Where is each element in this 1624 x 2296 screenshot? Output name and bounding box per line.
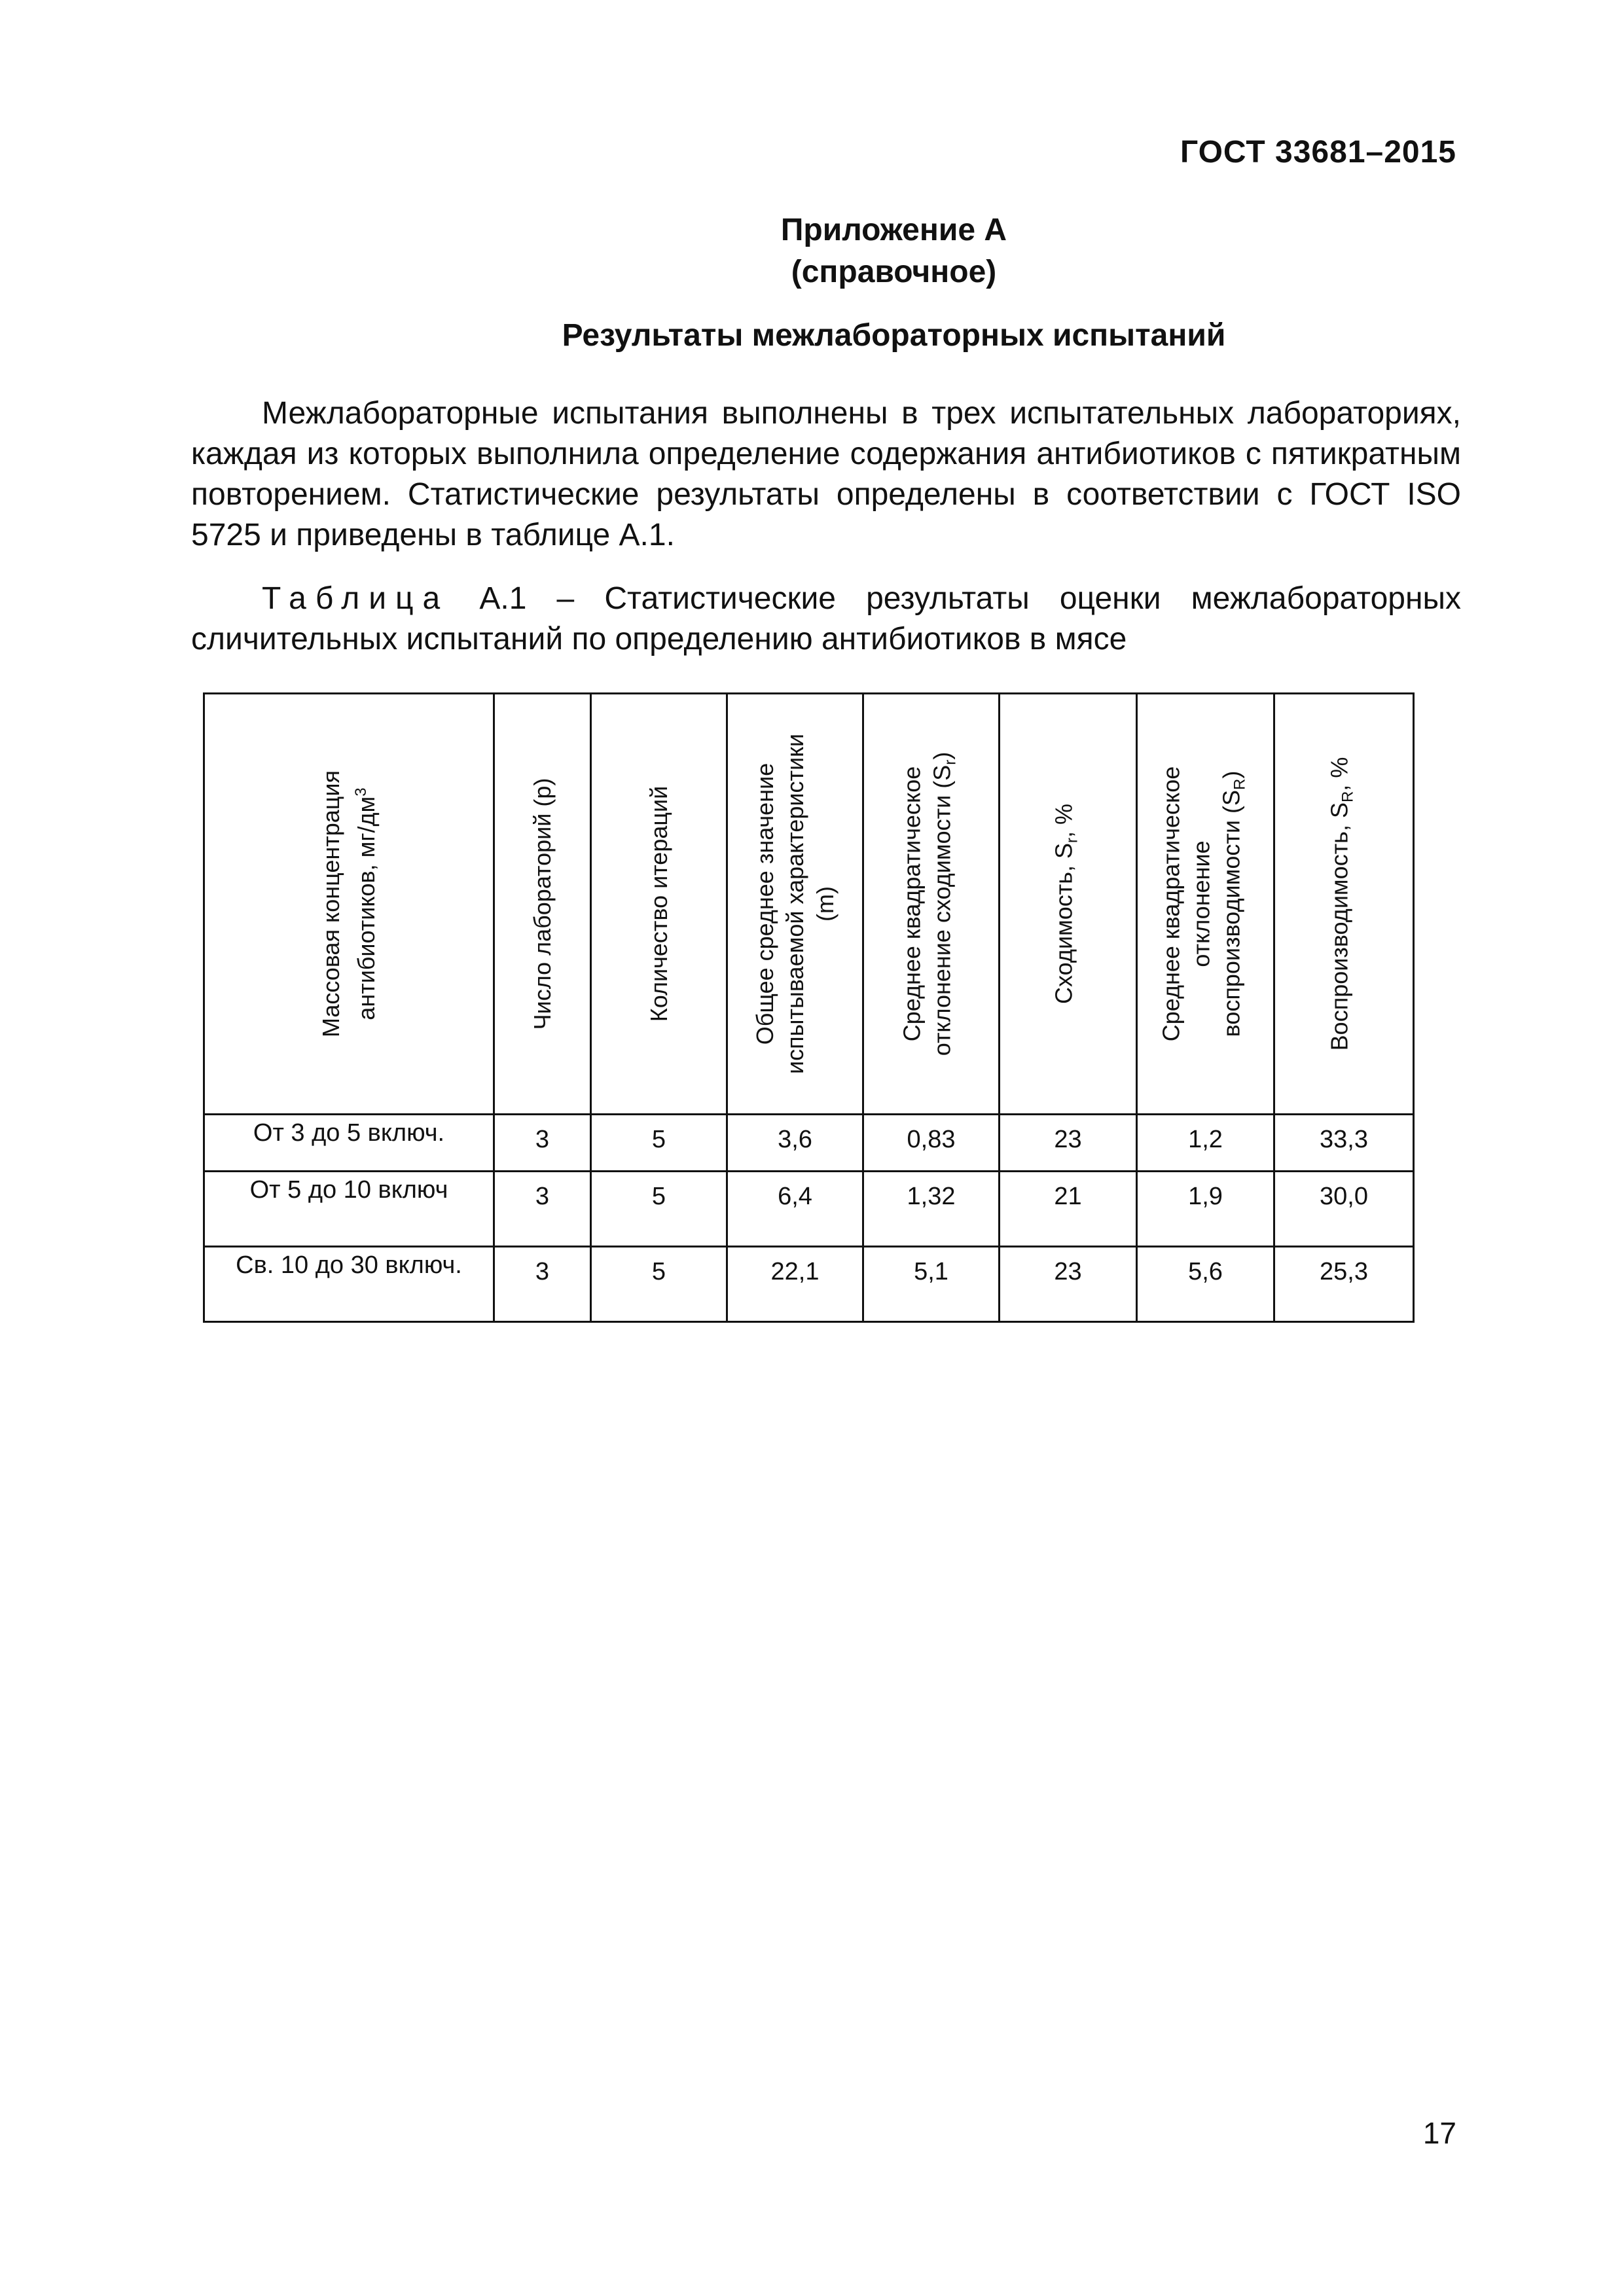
cell-mean: 3,6 (727, 1115, 863, 1172)
cell-repeatability-sd: 5,1 (863, 1247, 1000, 1322)
header-reproducibility-sd: Среднее квадратическое отклонение воспроизводимости $(S_R)$ (1137, 694, 1274, 1115)
cell-labs: 3 (494, 1247, 591, 1322)
cell-mean: 6,4 (727, 1172, 863, 1247)
header-concentration-sup: 3 (352, 787, 370, 797)
cell-reproducibility-sd: 5,6 (1137, 1247, 1274, 1322)
cell-iterations: 5 (591, 1115, 727, 1172)
header-repeatability: Сходимость, $S_r$, % (1000, 694, 1137, 1115)
cell-mean: 22,1 (727, 1247, 863, 1322)
cell-repeatability-sd: 1,32 (863, 1172, 1000, 1247)
header-mean: Общее среднее значение испытываемой характеристики (m) (727, 694, 863, 1115)
cell-repeatability: 21 (1000, 1172, 1137, 1247)
table-row (204, 1172, 1414, 1247)
cell-iterations: 5 (591, 1172, 727, 1247)
appendix-title: Приложение А (780, 213, 1007, 247)
header-iterations: Количество итераций (591, 694, 727, 1115)
cell-range: От 3 до 5 включ. (204, 1115, 494, 1172)
cell-reproducibility-sd: 1,9 (1137, 1172, 1274, 1247)
header-concentration: Массовая концентрация антибиотиков, $мг/дм^3$ (204, 694, 494, 1115)
cell-reproducibility: 33,3 (1274, 1115, 1414, 1172)
results-table (203, 692, 1415, 1323)
cell-repeatability-sd: 0,83 (863, 1115, 1000, 1172)
header-repeatability-sd: Среднее квадратическое отклонение сходимости $(S_r)$ (863, 694, 1000, 1115)
table-caption (191, 579, 1461, 660)
cell-labs: 3 (494, 1172, 591, 1247)
intro-paragraph (191, 393, 1461, 556)
table-header-row (204, 694, 1414, 1115)
appendix-subtitle: (справочное) (791, 255, 997, 289)
cell-reproducibility-sd: 1,2 (1137, 1115, 1274, 1172)
appendix-heading (0, 209, 1624, 293)
cell-labs: 3 (494, 1115, 591, 1172)
page-number: 17 (1422, 2116, 1456, 2150)
standard-code: ГОСТ 33681–2015 (1180, 135, 1456, 170)
header-repeatability-sd-sub: r (941, 759, 960, 765)
intro-paragraph-text: Межлабораторные испытания выполнены в трех испытательных лабораториях, каждая из которых выполнила определение содержания антибиотиков с пятикратным повторением. Статистические результаты определены в соответствии с ГОСТ ISO 5725 и приведены в таблице А.1. (191, 396, 1461, 552)
cell-iterations: 5 (591, 1247, 727, 1322)
header-reproducibility: Воспроизводимость, $S_R$, % (1274, 694, 1414, 1115)
header-reproducibility-sub: R (1339, 791, 1357, 803)
header-repeatability-sub: r (1063, 838, 1081, 844)
section-title-text: Результаты межлабораторных испытаний (562, 318, 1226, 353)
header-labs: Число лабораторий (p) (494, 694, 591, 1115)
cell-range: От 5 до 10 включ (204, 1172, 494, 1247)
section-title (0, 317, 1624, 353)
cell-repeatability: 23 (1000, 1115, 1137, 1172)
table-row (204, 1115, 1414, 1172)
header-reproducibility-sd-sub: R (1231, 778, 1249, 790)
cell-reproducibility: 30,0 (1274, 1172, 1414, 1247)
table-caption-label: Таблица (262, 581, 450, 616)
table-caption-text: А.1 – Статистические результаты оценки межлабораторных сличительных испытаний по определению антибиотиков в мясе (191, 581, 1461, 656)
cell-repeatability: 23 (1000, 1247, 1137, 1322)
cell-range: Св. 10 до 30 включ. (204, 1247, 494, 1322)
table-row (204, 1247, 1414, 1322)
cell-reproducibility: 25,3 (1274, 1247, 1414, 1322)
